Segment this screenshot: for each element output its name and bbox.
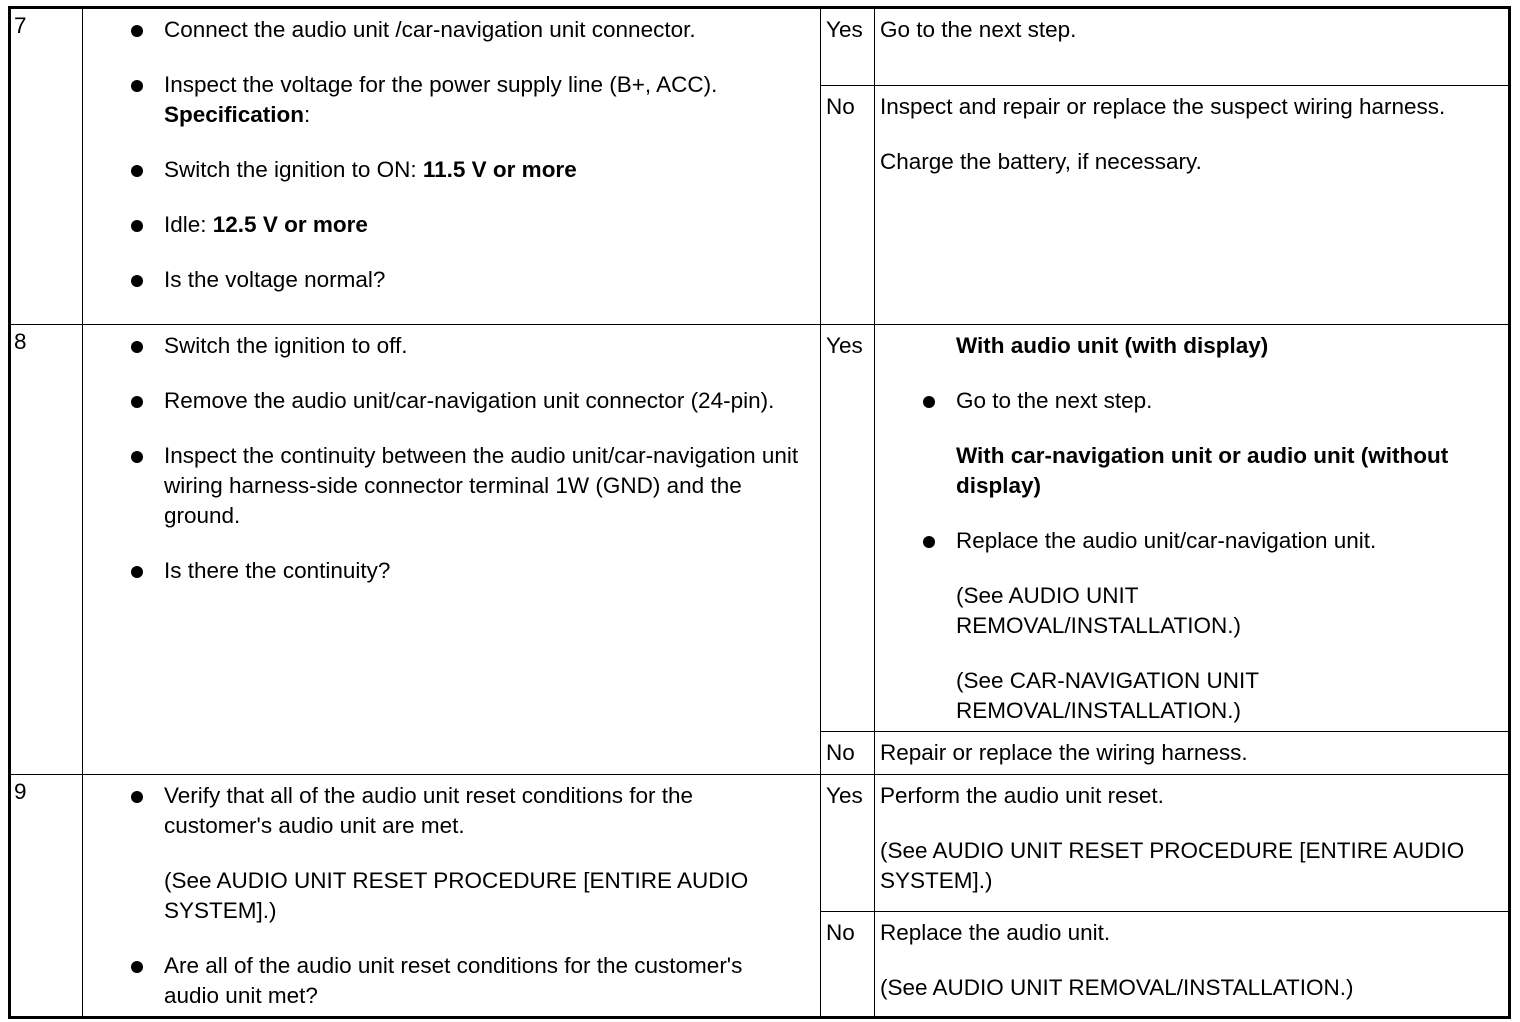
list-item: Inspect the continuity between the audio unit/car-navigation unit wiring harness-side connector terminal 1W (GND) and the ground. bbox=[83, 441, 820, 531]
yes-action-cell bbox=[875, 775, 1510, 912]
yes-label: Yes bbox=[826, 17, 863, 42]
list-item: Inspect the voltage for the power supply line (B+, ACC). bbox=[83, 70, 820, 100]
reference-text: (See AUDIO UNIT REMOVAL/INSTALLATION.) bbox=[880, 975, 1354, 1000]
step-number: 7 bbox=[14, 13, 27, 38]
table-row bbox=[10, 775, 1510, 912]
yes-action-cell bbox=[875, 325, 1510, 732]
step-number-cell bbox=[10, 775, 83, 1018]
condition-heading: With audio unit (with display) bbox=[956, 333, 1269, 358]
no-label: No bbox=[826, 740, 855, 765]
list-item: Is the voltage normal? bbox=[83, 265, 820, 295]
list-item: Switch the ignition to off. bbox=[83, 331, 820, 361]
no-action-cell bbox=[875, 912, 1510, 1018]
list-item: Are all of the audio unit reset conditions for the customer's audio unit met? bbox=[83, 951, 820, 1011]
action-text: Inspect and repair or replace the suspect wiring harness. bbox=[880, 94, 1446, 119]
no-action-cell bbox=[875, 86, 1510, 325]
yes-label-cell bbox=[821, 325, 875, 732]
inspection-cell bbox=[83, 8, 821, 325]
step-number: 9 bbox=[14, 779, 27, 804]
reference-text: (See CAR-NAVIGATION UNIT REMOVAL/INSTALLATION.) bbox=[956, 668, 1259, 723]
no-label: No bbox=[826, 920, 855, 945]
no-action-cell bbox=[875, 732, 1510, 775]
list-item: Switch the ignition to ON: 11.5 V or more bbox=[83, 155, 820, 185]
yes-label-cell bbox=[821, 8, 875, 86]
inspection-cell bbox=[83, 775, 821, 1018]
spec-value: 12.5 V or more bbox=[212, 212, 368, 237]
action-text: Go to the next step. bbox=[880, 17, 1077, 42]
condition-heading: With car-navigation unit or audio unit (without display) bbox=[956, 443, 1449, 498]
action-text: Replace the audio unit. bbox=[880, 920, 1111, 945]
list-item: Go to the next step. bbox=[875, 386, 1508, 416]
action-text: Repair or replace the wiring harness. bbox=[880, 740, 1248, 765]
diagnostic-procedure-table bbox=[8, 6, 1511, 1019]
spec-value: 11.5 V or more bbox=[422, 157, 577, 182]
step-number-cell bbox=[10, 325, 83, 775]
no-label-cell bbox=[821, 732, 875, 775]
list-item: Idle: 12.5 V or more bbox=[83, 210, 820, 240]
list-item: Verify that all of the audio unit reset conditions for the customer's audio unit are met. bbox=[83, 781, 820, 841]
specification-label: Specification: bbox=[164, 102, 311, 127]
yes-action-cell bbox=[875, 8, 1510, 86]
inspection-cell bbox=[83, 325, 821, 775]
list-item: Connect the audio unit /car-navigation unit connector. bbox=[83, 15, 820, 45]
table-row bbox=[10, 325, 1510, 732]
yes-label: Yes bbox=[826, 783, 863, 808]
yes-label-cell bbox=[821, 775, 875, 912]
step-number-cell bbox=[10, 8, 83, 325]
list-item: Is there the continuity? bbox=[83, 556, 820, 586]
no-label: No bbox=[826, 94, 855, 119]
list-item: Remove the audio unit/car-navigation unit connector (24-pin). bbox=[83, 386, 820, 416]
reference-text: (See AUDIO UNIT RESET PROCEDURE [ENTIRE AUDIO SYSTEM].) bbox=[164, 868, 749, 923]
no-label-cell bbox=[821, 86, 875, 325]
action-text: Charge the battery, if necessary. bbox=[880, 149, 1202, 174]
list-item: Replace the audio unit/car-navigation unit. bbox=[875, 526, 1508, 556]
no-label-cell bbox=[821, 912, 875, 1018]
step-number: 8 bbox=[14, 329, 27, 354]
table-row bbox=[10, 8, 1510, 86]
yes-label: Yes bbox=[826, 333, 863, 358]
reference-text: (See AUDIO UNIT RESET PROCEDURE [ENTIRE AUDIO SYSTEM].) bbox=[880, 838, 1465, 893]
action-text: Perform the audio unit reset. bbox=[880, 783, 1164, 808]
reference-text: (See AUDIO UNIT REMOVAL/INSTALLATION.) bbox=[956, 583, 1242, 638]
